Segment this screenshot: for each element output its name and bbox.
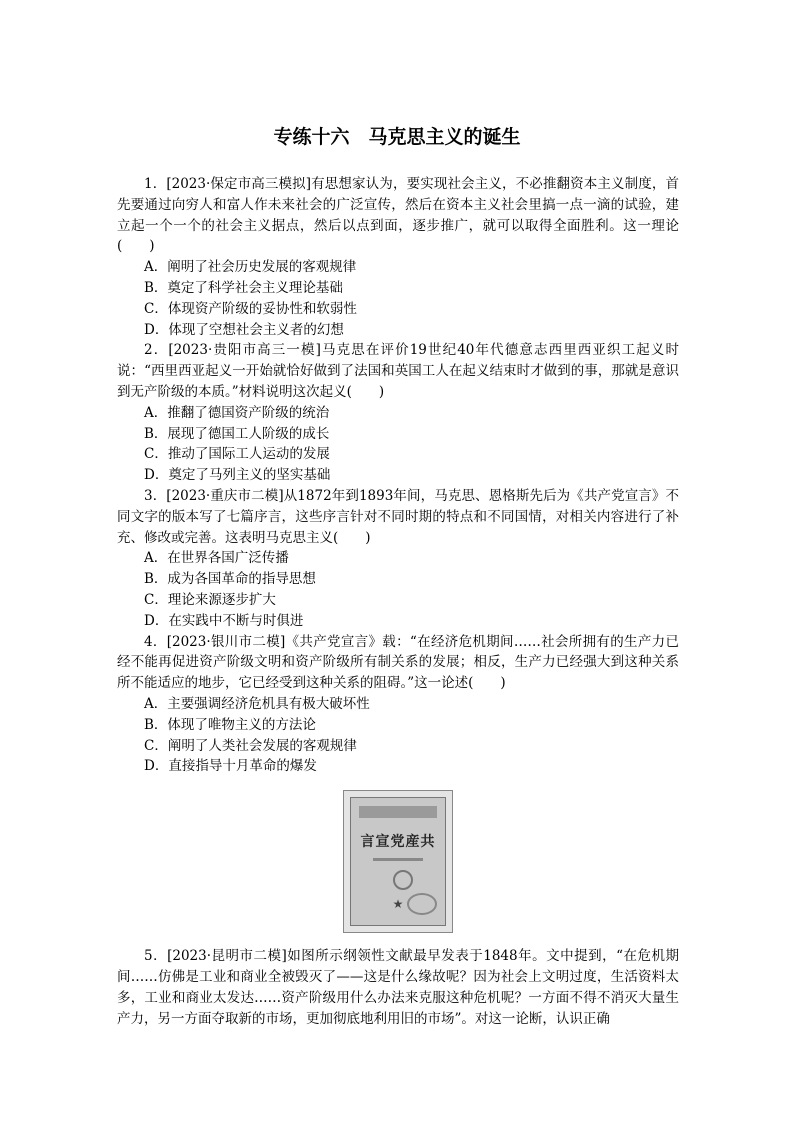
- option-b: B．展现了德国工人阶级的成长: [144, 425, 330, 442]
- option-c: C．体现资产阶级的妥协性和软弱性: [144, 300, 357, 317]
- option-d: D．在实践中不断与时俱进: [144, 612, 304, 629]
- option-a: A．阐明了社会历史发展的客观规律: [144, 259, 357, 276]
- question-1: [117, 174, 679, 340]
- question-3: [117, 486, 679, 632]
- option-list: [117, 694, 679, 777]
- cover-title: 言宣党産共: [360, 834, 436, 851]
- question-stem: 2．[2023·贵阳市高三一模]马克思在评价19世纪40年代德意志西里西亚织工起义时说：“西里西亚起义一开始就恰好做到了法国和英国工人在起义结束时才做到的事，那就是意识到无产阶级的本质。”材料说明这次起义( ): [117, 342, 679, 400]
- question-2: [117, 340, 679, 486]
- option-b: B．成为各国革命的指导思想: [144, 571, 316, 588]
- option-c: C．理论来源逐步扩大: [144, 591, 276, 608]
- option-d: D．直接指导十月革命的爆发: [144, 758, 317, 775]
- option-list: [117, 257, 679, 340]
- option-list: [117, 403, 679, 486]
- option-b: B．体现了唯物主义的方法论: [144, 716, 316, 733]
- option-c: C．阐明了人类社会发展的客观规律: [144, 737, 357, 754]
- star-icon: ★: [392, 897, 404, 912]
- option-c: C．推动了国际工人运动的发展: [144, 446, 330, 463]
- option-a: A．在世界各国广泛传播: [144, 550, 289, 567]
- option-list: [117, 548, 679, 631]
- option-a: A．主要强调经济危机具有极大破坏性: [144, 695, 370, 712]
- option-b: B．奠定了科学社会主义理论基础: [144, 279, 343, 296]
- question-5: [117, 946, 679, 1029]
- page-title: 专练十六 马克思主义的诞生: [273, 126, 521, 148]
- question-stem: 4．[2023·银川市二模]《共产党宣言》载：“在经济危机期间……社会所拥有的生产力已经不能再促进资产阶级文明和资产阶级所有制关系的发展；相反，生产力已经强大到这种关系所不能适应的地步，它已经受到这种关系的阻碍。”这一论述( ): [117, 633, 679, 692]
- question-stem: 3．[2023·重庆市二模]从1872年到1893年间，马克思、恩格斯先后为《共产党宣言》不同文字的版本写了七篇序言，这些序言针对不同时期的特点和不同国情，对相关内容进行了补充、修改或完善。这表明马克思主义( ): [117, 487, 679, 546]
- option-a: A．推翻了德国资产阶级的统治: [144, 404, 330, 421]
- question-stem: 1．[2023·保定市高三模拟]有思想家认为，要实现社会主义，不必推翻资本主义制度，首先要通过向穷人和富人作未来社会的广泛宣传，然后在资本主义社会里搞一点一滴的试验，建立起一个一个的社会主义据点，然后以点到面，逐步推广，就可以取得全面胜利。这一理论( ): [117, 176, 679, 255]
- option-d: D．体现了空想社会主义者的幻想: [144, 321, 344, 338]
- option-d: D．奠定了马列主义的坚实基础: [144, 467, 331, 484]
- emblem-icon: [393, 870, 413, 890]
- question-list: [117, 174, 679, 1029]
- cover-author-line: [373, 858, 423, 861]
- cover-band: [359, 806, 437, 818]
- stamp-icon: [407, 893, 437, 915]
- question-4: [117, 632, 679, 778]
- question-stem: 5．[2023·昆明市二模]如图所示纲领性文献最早发表于1848年。文中提到，“在危机期间……仿佛是工业和商业全被毁灭了——这是什么缘故呢？因为社会上文明过度，生活资料太多，工业和商业太发达……资产阶级用什么办法来克服这种危机呢？一方面不得不消灭大量生产力，另一方面夺取新的市场，更加彻底地利用旧的市场”。对这一论断，认识正确: [117, 948, 679, 1027]
- manifesto-cover-image: [343, 790, 453, 933]
- book-cover: [350, 797, 446, 926]
